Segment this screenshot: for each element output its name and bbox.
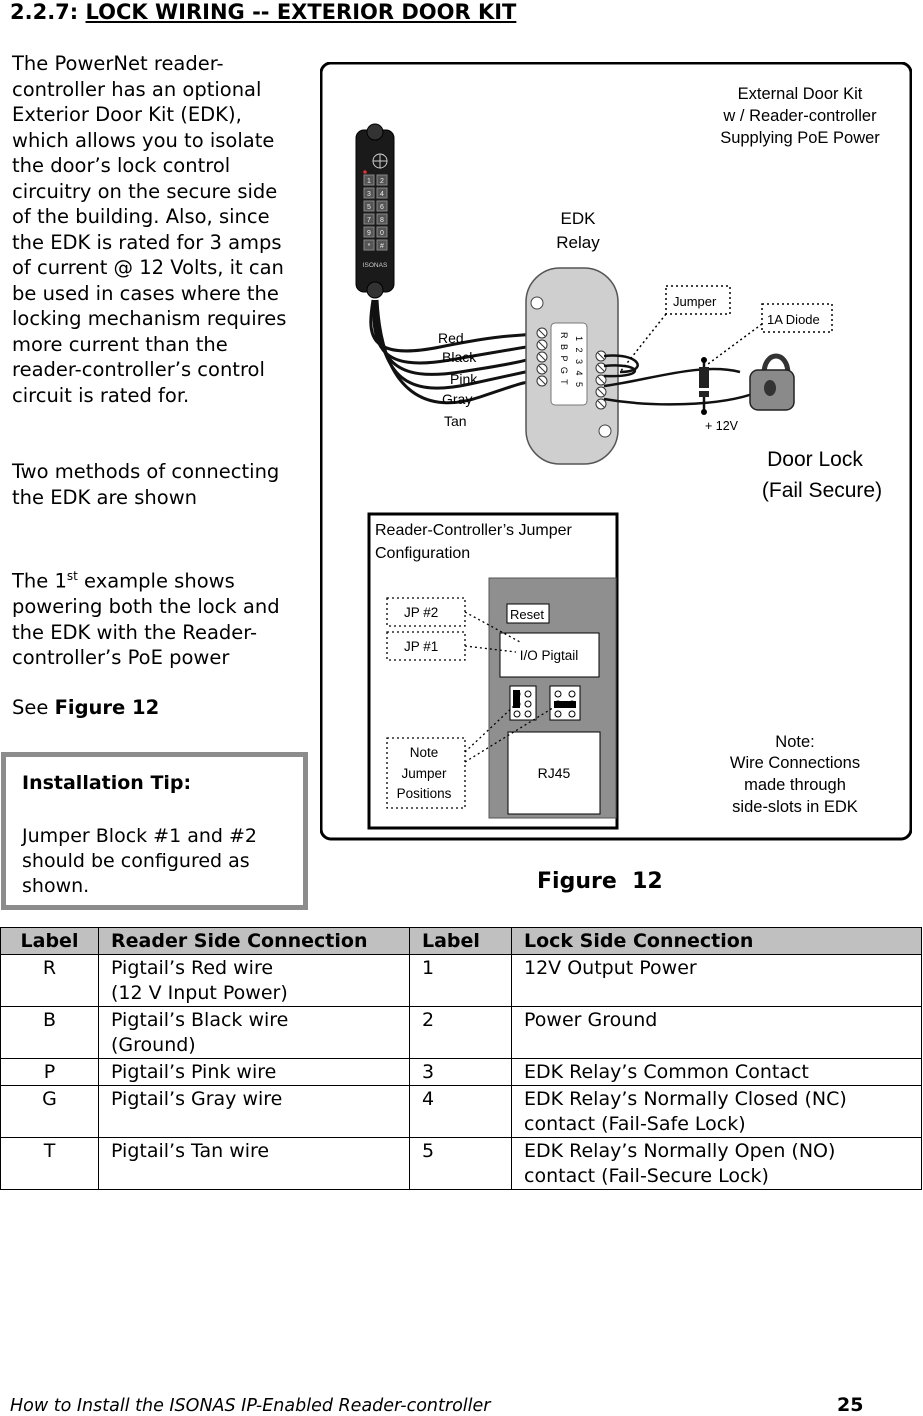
keypad-key-label: 7 <box>367 217 371 224</box>
cell-reader-connection-line: Pigtail’s Gray wire <box>111 1088 283 1110</box>
cell-reader-label <box>1 1138 99 1190</box>
figure-caption: Figure 12 <box>537 869 663 894</box>
cell-reader-connection-line: Pigtail’s Red wire <box>111 957 274 979</box>
cell-reader-label-line: P <box>43 1061 56 1083</box>
figure-reference: Figure 12 <box>54 696 160 719</box>
keypad-key-label: 9 <box>367 230 371 237</box>
edk-label-line: EDK <box>560 209 596 228</box>
cell-reader-label <box>1 1059 99 1086</box>
io-pigtail-label: I/O Pigtail <box>519 648 579 663</box>
cell-reader-connection <box>99 955 410 1007</box>
section-title: LOCK WIRING -- EXTERIOR DOOR KIT <box>85 0 517 24</box>
cell-reader-connection <box>99 1138 410 1190</box>
wire-label-pink: Pink <box>450 371 478 387</box>
table-header-row <box>1 928 922 955</box>
terminal-screws-left <box>537 328 547 386</box>
diode-symbol <box>699 367 709 397</box>
note-line: made through <box>744 776 846 794</box>
section-number: 2.2.7: <box>10 0 79 24</box>
keypad-key-label: 8 <box>380 217 384 224</box>
keypad-key-label: 6 <box>380 204 384 211</box>
edk-label-line: Relay <box>556 233 600 252</box>
cell-reader-connection-line: (Ground) <box>111 1034 196 1056</box>
cell-lock-connection <box>512 1086 922 1138</box>
rj45-label: RJ45 <box>537 765 571 781</box>
jumper-block-1 <box>510 686 536 720</box>
header-lock-side: Lock Side Connection <box>512 928 922 955</box>
cell-reader-label-line: G <box>42 1088 57 1110</box>
note-line: side-slots in EDK <box>732 798 858 816</box>
keypad-key-label: 1 <box>367 178 371 185</box>
cell-lock-connection-line: EDK Relay’s Normally Closed (NC) <box>524 1088 847 1110</box>
example-text-start: The 1 <box>12 569 67 593</box>
tip-title: Installation Tip: <box>22 772 192 794</box>
cell-lock-connection-line: 12V Output Power <box>524 957 697 979</box>
cell-reader-label-line: T <box>43 1140 56 1162</box>
jumper-callout-label: Jumper <box>673 294 717 309</box>
cell-reader-label <box>1 955 99 1007</box>
cell-lock-label <box>410 1138 512 1190</box>
table-row <box>1 1138 922 1190</box>
note-jumper-line: Positions <box>396 786 452 801</box>
plus-12v-label: + 12V <box>705 419 739 433</box>
door-lock-subtitle: (Fail Secure) <box>761 479 883 502</box>
door-lock-title: Door Lock <box>767 448 863 471</box>
cell-reader-connection <box>99 1059 410 1086</box>
cell-lock-label-line: 4 <box>422 1088 435 1110</box>
ordinal-suffix: st <box>66 569 78 583</box>
cell-reader-connection-line: (12 V Input Power) <box>111 982 288 1004</box>
cell-lock-connection-line: contact (Fail-Safe Lock) <box>524 1113 746 1135</box>
cell-lock-label-line: 5 <box>422 1140 435 1162</box>
see-text: See <box>12 696 55 719</box>
keypad-key-label: # <box>380 243 384 250</box>
cell-lock-label-line: 3 <box>422 1061 435 1083</box>
jumper-config-title-line: Configuration <box>375 545 471 562</box>
cell-lock-connection-line: Power Ground <box>524 1009 658 1031</box>
cell-lock-label <box>410 1086 512 1138</box>
wire-label-tan: Tan <box>444 413 467 429</box>
cell-reader-label-line: R <box>42 957 57 979</box>
diagram-title-line: w / Reader-controller <box>723 107 877 125</box>
methods-paragraph: Two methods of connecting the EDK are shown <box>12 460 280 509</box>
keypad-key-label: 2 <box>380 178 384 185</box>
note-jumper-line: Jumper <box>401 766 447 781</box>
cell-lock-label-line: 1 <box>422 957 435 979</box>
note-line: Wire Connections <box>729 754 861 772</box>
jp1-label: JP #1 <box>404 639 439 654</box>
cell-lock-connection <box>512 1007 922 1059</box>
cell-lock-connection-line: EDK Relay’s Common Contact <box>524 1061 809 1083</box>
wire-label-gray: Gray <box>442 391 473 407</box>
cell-lock-connection <box>512 1059 922 1086</box>
cell-reader-connection-line: Pigtail’s Tan wire <box>111 1140 270 1162</box>
terminal-labels-lock: 1 2 3 4 5 <box>574 336 584 390</box>
note-jumper-line: Note <box>409 745 439 760</box>
page-number: 25 <box>837 1394 864 1416</box>
reader-controller-device <box>356 124 394 298</box>
keypad-key-label: 3 <box>367 191 371 198</box>
keypad-key-label: 0 <box>380 230 384 237</box>
jumper-block-2 <box>550 686 580 720</box>
tip-body: Jumper Block #1 and #2 should be configured as shown. <box>22 825 258 897</box>
section-heading <box>10 0 516 24</box>
jp2-label: JP #2 <box>404 605 439 620</box>
wire-label-black: Black <box>442 349 477 365</box>
screw-icon <box>531 297 543 309</box>
installation-tip-box <box>1 752 308 910</box>
cell-reader-label-line: B <box>42 1009 57 1031</box>
header-reader-side: Reader Side Connection <box>99 928 410 955</box>
cell-reader-label <box>1 1007 99 1059</box>
cell-lock-label <box>410 955 512 1007</box>
keypad-key-label: 4 <box>380 191 384 198</box>
connection-table <box>0 927 922 1190</box>
cell-lock-connection-line: EDK Relay’s Normally Open (NO) <box>524 1140 836 1162</box>
reset-label: Reset <box>510 607 544 622</box>
cell-reader-connection-line: Pigtail’s Black wire <box>111 1009 289 1031</box>
jumper-config-title-line: Reader-Controller’s Jumper <box>375 522 572 539</box>
table-row <box>1 1059 922 1086</box>
keypad-key-label: * <box>367 243 371 250</box>
wire-label-red: Red <box>438 330 464 346</box>
cell-reader-label <box>1 1086 99 1138</box>
cell-reader-connection-line: Pigtail’s Pink wire <box>111 1061 277 1083</box>
table-row <box>1 1007 922 1059</box>
intro-paragraph: The PowerNet reader-controller has an optional Exterior Door Kit (EDK), which allows you to isolate the door’s lock control circuitry on the secure side of the building. Also, since the EDK is rated for 3 amps of current @ 12 Volts, it can be used in cases where the locking mechanism requires more current than the reader-controller’s control circuit is rated for. <box>12 52 287 407</box>
diode-callout-label: 1A Diode <box>767 312 820 327</box>
cell-reader-connection <box>99 1086 410 1138</box>
diagram-title-line: Supplying PoE Power <box>720 129 880 147</box>
cell-lock-label <box>410 1007 512 1059</box>
note-line: Note: <box>775 733 815 751</box>
see-figure-paragraph <box>12 695 302 721</box>
keypad-key-label: 5 <box>367 204 371 211</box>
diagram-title <box>720 85 880 147</box>
cell-reader-connection <box>99 1007 410 1059</box>
cell-lock-label <box>410 1059 512 1086</box>
cell-lock-connection <box>512 955 922 1007</box>
table-row <box>1 1086 922 1138</box>
screw-icon <box>599 425 611 437</box>
cell-lock-connection <box>512 1138 922 1190</box>
table-row <box>1 955 922 1007</box>
header-label-reader: Label <box>1 928 99 955</box>
cell-lock-label-line: 2 <box>422 1009 435 1031</box>
cell-lock-connection-line: contact (Fail-Secure Lock) <box>524 1165 769 1187</box>
diagram-title-line: External Door Kit <box>737 85 863 103</box>
terminal-labels-reader: R B P G T <box>559 332 569 387</box>
wiring-diagram <box>320 62 912 842</box>
example-text-end: example shows powering both the lock and the EDK with the Reader-controller’s PoE power <box>12 569 280 669</box>
page-footer: How to Install the ISONAS IP-Enabled Reader-controller <box>10 1396 491 1416</box>
header-label-lock: Label <box>410 928 512 955</box>
reader-brand-logo: ISONAS <box>362 262 388 269</box>
example-paragraph <box>12 564 302 671</box>
